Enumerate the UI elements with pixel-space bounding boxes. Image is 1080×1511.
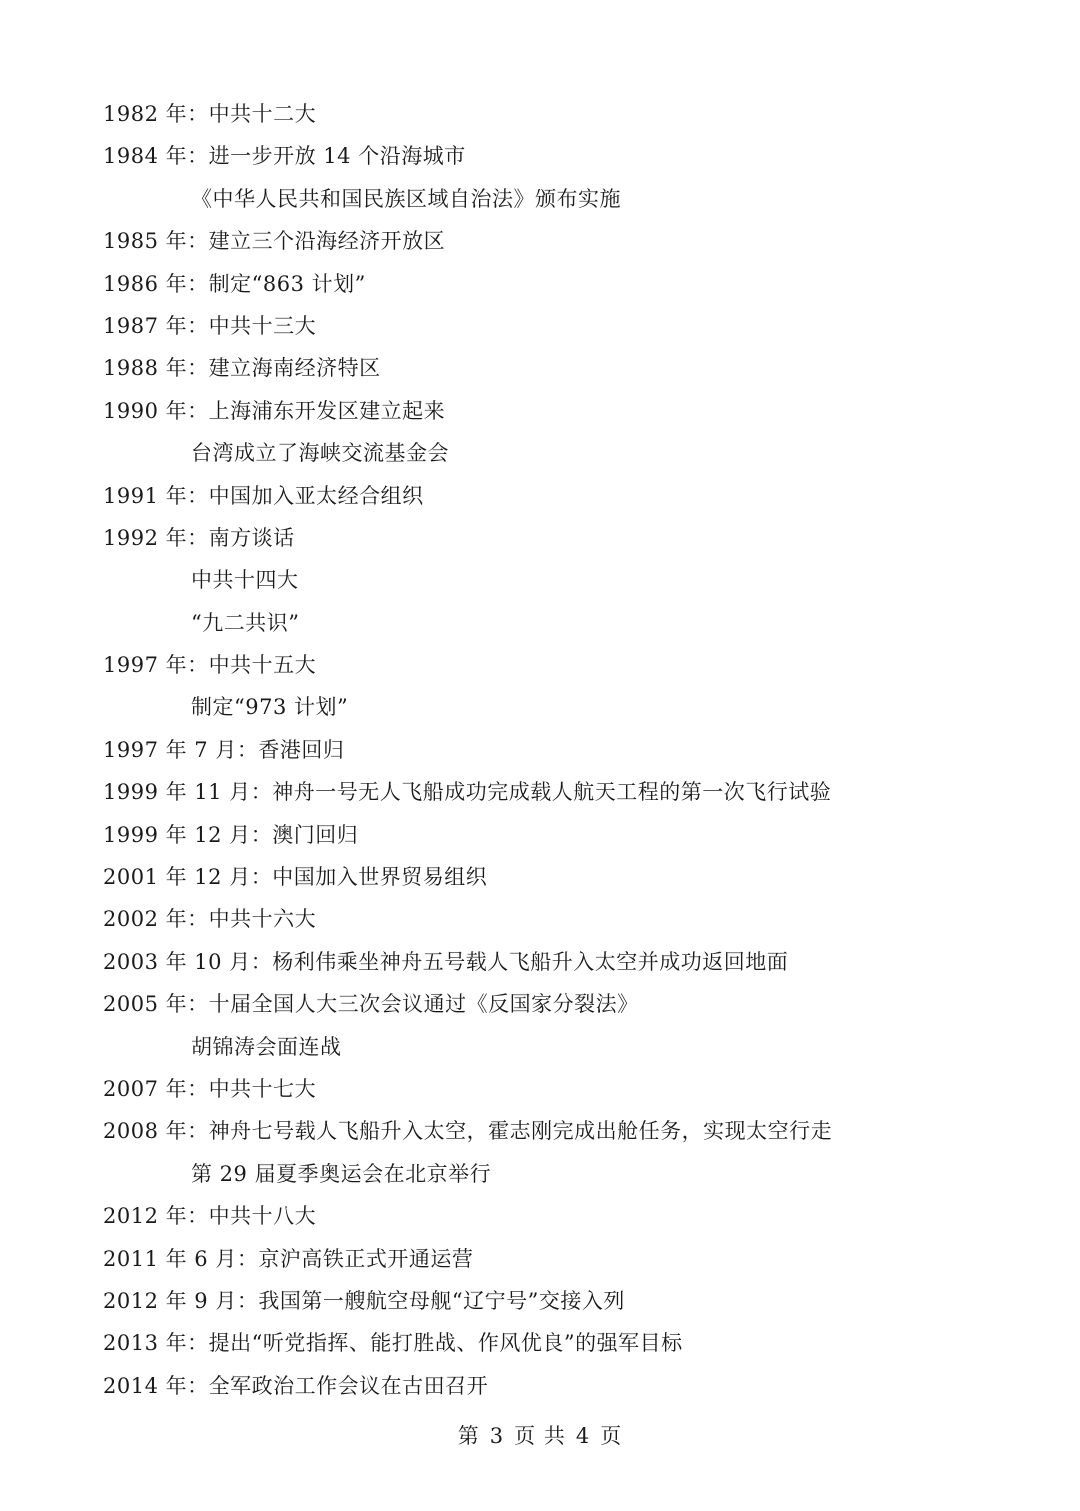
entry-date: 1985 年： <box>103 229 209 254</box>
timeline-entry <box>103 1110 1003 1152</box>
entry-text: 第 29 届夏季奥运会在北京举行 <box>191 1161 492 1186</box>
timeline-entry <box>103 93 1003 135</box>
entry-date: 1982 年： <box>103 102 209 126</box>
entry-text: 澳门回归 <box>272 822 359 847</box>
current-page-number: 3 <box>489 1424 505 1448</box>
entry-text: 台湾成立了海峡交流基金会 <box>191 441 449 466</box>
entry-text: 制定“863 计划” <box>208 271 366 296</box>
entry-date: 2002 年： <box>103 907 209 932</box>
entry-text: 建立海南经济特区 <box>208 356 381 381</box>
entry-text: 《中华人民共和国民族区域自治法》颁布实施 <box>191 186 621 211</box>
timeline-entry-continuation <box>103 178 1003 220</box>
timeline-entry <box>103 1238 1003 1280</box>
entry-date: 2014 年： <box>103 1373 209 1398</box>
timeline-entry <box>103 305 1003 347</box>
entry-date: 1999 年 11 月： <box>103 780 273 805</box>
footer-suffix: 页 <box>600 1424 623 1448</box>
entry-text: 十届全国人大三次会议通过《反国家分裂法》 <box>208 992 639 1017</box>
entry-date: 2007 年： <box>103 1076 209 1101</box>
entry-date: 2001 年 12 月： <box>103 865 273 890</box>
timeline-entry <box>103 1195 1003 1237</box>
entry-date: 1997 年 7 月： <box>103 737 259 762</box>
timeline-entry <box>103 135 1003 177</box>
timeline-entry-continuation <box>103 602 1003 644</box>
timeline-entry <box>103 1280 1003 1322</box>
timeline-entry <box>103 347 1003 389</box>
timeline-entry <box>103 983 1003 1025</box>
timeline-entry-continuation <box>103 686 1003 728</box>
entry-date: 1986 年： <box>103 271 209 296</box>
timeline-entry-continuation <box>103 432 1003 474</box>
entry-date: 1992 年： <box>103 525 209 550</box>
footer-middle: 页 共 <box>514 1424 566 1448</box>
timeline-entry-continuation <box>103 1026 1003 1068</box>
timeline-entry <box>103 771 1003 813</box>
entry-text: 南方谈话 <box>208 525 295 550</box>
entry-date: 1988 年： <box>103 356 209 381</box>
entry-date: 2005 年： <box>103 992 209 1017</box>
entry-date: 1997 年： <box>103 653 209 678</box>
timeline-entry <box>103 814 1003 856</box>
timeline-list <box>103 93 1003 1407</box>
entry-date: 2012 年： <box>103 1204 209 1229</box>
timeline-entry <box>103 475 1003 517</box>
entry-date: 1984 年： <box>103 144 209 169</box>
timeline-entry <box>103 941 1003 983</box>
entry-text: 中共十三大 <box>208 313 317 338</box>
entry-date: 1991 年： <box>103 483 209 508</box>
timeline-entry <box>103 1365 1003 1407</box>
timeline-entry <box>103 390 1003 432</box>
timeline-entry-continuation <box>103 1153 1003 1195</box>
entry-date: 2011 年 6 月： <box>103 1246 259 1271</box>
entry-text: 中共十七大 <box>208 1076 317 1101</box>
entry-text: 中共十六大 <box>208 907 317 932</box>
entry-text: 香港回归 <box>258 737 345 762</box>
entry-date: 1999 年 12 月： <box>103 822 273 847</box>
total-pages-number: 4 <box>575 1424 591 1448</box>
entry-text: 中国加入亚太经合组织 <box>208 483 424 508</box>
entry-text: 提出“听党指挥、能打胜战、作风优良”的强军目标 <box>208 1331 683 1356</box>
entry-text: 胡锦涛会面连战 <box>191 1034 342 1059</box>
timeline-entry <box>103 220 1003 262</box>
timeline-entry <box>103 644 1003 686</box>
entry-text: 中共十五大 <box>208 653 317 678</box>
entry-text: 进一步开放 14 个沿海城市 <box>208 144 466 169</box>
entry-text: 全军政治工作会议在古田召开 <box>208 1373 489 1398</box>
entry-text: 中国加入世界贸易组织 <box>272 865 488 890</box>
timeline-entry <box>103 1322 1003 1364</box>
entry-text: 中共十二大 <box>208 102 317 126</box>
timeline-entry <box>103 263 1003 305</box>
timeline-entry <box>103 856 1003 898</box>
timeline-entry-continuation <box>103 559 1003 601</box>
entry-text: 中共十四大 <box>191 568 299 593</box>
entry-text: 建立三个沿海经济开放区 <box>208 229 446 254</box>
entry-text: 我国第一艘航空母舰“辽宁号”交接入列 <box>258 1288 625 1313</box>
timeline-entry <box>103 1068 1003 1110</box>
entry-date: 2003 年 10 月： <box>103 949 273 974</box>
entry-date: 2012 年 9 月： <box>103 1288 259 1313</box>
footer-prefix: 第 <box>457 1424 480 1448</box>
entry-text: 神舟一号无人飞船成功完成载人航天工程的第一次飞行试验 <box>272 780 832 805</box>
entry-text: 杨利伟乘坐神舟五号载人飞船升入太空并成功返回地面 <box>272 949 789 974</box>
entry-date: 2008 年： <box>103 1119 209 1144</box>
entry-text: 京沪高铁正式开通运营 <box>258 1246 474 1271</box>
entry-text: 上海浦东开发区建立起来 <box>208 398 446 423</box>
entry-text: 神舟七号载人飞船升入太空，霍志刚完成出舱任务，实现太空行走 <box>208 1119 833 1144</box>
entry-text: 制定“973 计划” <box>191 695 349 720</box>
entry-text: 中共十八大 <box>208 1204 317 1229</box>
timeline-entry <box>103 729 1003 771</box>
entry-date: 1987 年： <box>103 313 209 338</box>
timeline-entry <box>103 898 1003 940</box>
page-footer <box>0 1420 1080 1450</box>
entry-text: “九二共识” <box>191 610 300 635</box>
entry-date: 2013 年： <box>103 1331 209 1356</box>
entry-date: 1990 年： <box>103 398 209 423</box>
timeline-entry <box>103 517 1003 559</box>
